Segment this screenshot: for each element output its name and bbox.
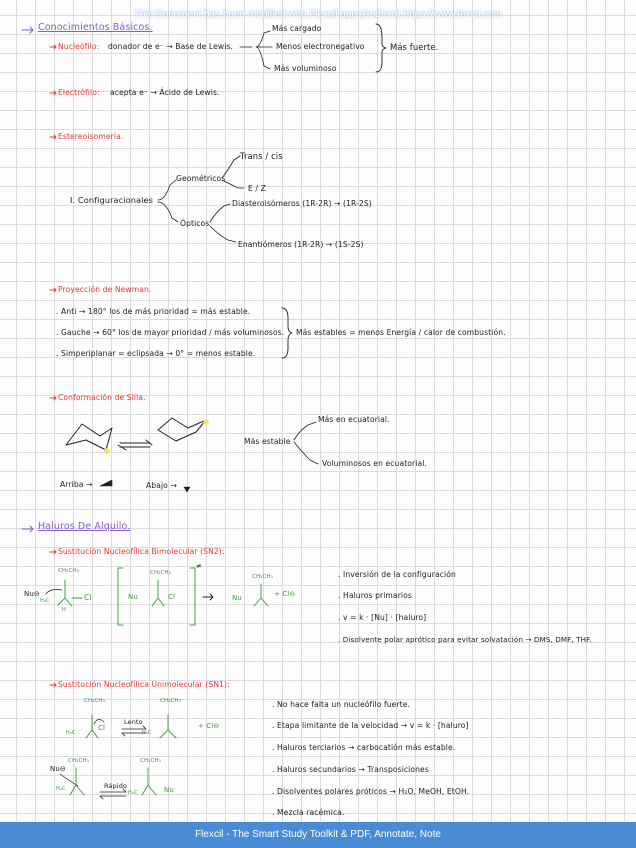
sn1-bullet-5: . Disolventes polares próticos → H₂O, MeOH, EtOH. (272, 787, 470, 796)
sn2-bullet-3: . v = k · [Nu] · [haluro] (338, 613, 427, 622)
sn2-ts-nu: Nu (128, 593, 138, 601)
section-title-haluros: Haluros De Alquilo. (38, 521, 131, 532)
sn1-carbocation-h3c: H₃C (142, 730, 152, 736)
newman-note: Más estables = menos Energía / calor de combustión. (296, 328, 506, 337)
abajo-label: Abajo → (146, 481, 177, 490)
trans-cis-label: Trans / cis (240, 151, 283, 161)
sn1-product-nu: Nu (164, 786, 174, 794)
sn1-cl: Cl (98, 724, 106, 732)
sn2-cl-leaving: + Cl⊖ (274, 590, 296, 598)
sn2-h-1: H (62, 607, 66, 613)
newman-gauche: . Gauche → 60° los de mayor prioridad / más voluminosos. (56, 328, 285, 337)
sn2-nu-product: Nu (232, 594, 242, 602)
sn2-ts-mark: ≠ (196, 562, 202, 570)
sn1-ch2ch3-3: CH₂CH₃ (68, 758, 89, 764)
sn1-ch2ch3-4: CH₂CH₃ (140, 758, 161, 764)
electrofilo-label: Electrófilo: (58, 88, 100, 97)
sn1-cl-leaving: + Cl⊖ (198, 722, 220, 730)
geometricos-label: Geométricos (176, 174, 226, 183)
sn1-h3c-1: H₃C (66, 730, 76, 736)
arriba-label: Arriba → (60, 480, 93, 489)
sn2-ts-cl: Cl (168, 593, 176, 601)
sn1-ch2ch3-1: CH₂CH₃ (84, 698, 105, 704)
mas-en-ecuatorial-label: Más en ecuatorial. (318, 415, 390, 424)
electrofilo-definition: acepta e⁻ → Ácido de Lewis. (110, 88, 220, 97)
section-title-silla: Conformación de Silla. (58, 393, 146, 402)
opticos-label: Ópticos (180, 219, 210, 228)
configuracionales-label: I. Configuracionales (70, 195, 154, 205)
sn2-ch2ch3-2: CH₂CH₃ (150, 570, 171, 576)
diasteroisomeros-label: Diasteroisómeros (1R-2R) → (1R-2S) (232, 199, 372, 208)
sn2-bullet-2: . Haluros primarios (338, 591, 412, 600)
branch-mas-voluminoso: Más voluminoso (274, 64, 337, 73)
sn1-ch2ch3-2: CH₂CH₃ (160, 698, 181, 704)
sn1-bullet-4: . Haluros secundarios → Transposiciones (272, 765, 429, 774)
bottom-app-banner[interactable]: Flexcil - The Smart Study Toolkit & PDF, Annotate, Note (0, 822, 636, 848)
sn2-h3c-1: H₃C (40, 598, 50, 604)
section-title-estereoisomeria: Estereoisomería. (58, 132, 124, 141)
sn1-bullet-3: . Haluros terciarios → carbocatión más estable. (272, 743, 456, 752)
sn1-title: Sustitución Nucleofílica Unimolecular (SN1): (58, 680, 230, 689)
mas-estable-label: Más estable (244, 437, 291, 446)
sn1-h3c-3: H₃C (128, 790, 138, 796)
sn1-bullet-1: . No hace falta un nucleófilo fuerte. (272, 700, 411, 709)
sn2-bullet-1: . Inversión de la configuración (338, 570, 456, 579)
branch-mas-cargado: Más cargado (272, 24, 322, 33)
newman-anti: . Anti → 180° los de más prioridad = más estable. (56, 307, 251, 316)
sn1-bullet-6: . Mezcla racémica. (272, 808, 345, 817)
voluminosos-ecuatorial-label: Voluminosos en ecuatorial. (322, 459, 427, 468)
sn2-title: Sustitución Nucleofílica Bimolecular (SN2): (58, 547, 225, 556)
sn2-cl-1: Cl (84, 593, 92, 602)
sn1-lento-label: Lento (124, 718, 143, 726)
section-title-newman: Proyección de Newman. (58, 285, 152, 294)
newman-sinperiplanar: . Simperiplanar = eclipsada → 0° = menos estable. (56, 349, 256, 358)
sn1-bullet-2: . Etapa limitante de la velocidad → v = k · [haluro] (272, 721, 469, 730)
top-watermark-banner: This Document has been modified with Flexcil app (Android) https://www.fexcil.com (134, 9, 502, 20)
sn2-ch2ch3-3: CH₂CH₃ (252, 574, 273, 580)
sn1-nu: Nu⊖ (50, 765, 66, 773)
sn2-nu-1: Nu⊖ (24, 590, 40, 598)
enantiomeros-label: Enantiómeros (1R-2R) → (1S-2S) (238, 240, 364, 249)
section-title-conocimientos: Conocimientos Básicos. (38, 22, 153, 33)
branch-menos-electronegativo: Menos electronegativo (276, 42, 365, 51)
ez-label: E / Z (248, 184, 266, 193)
nucleofilo-label: Nucleófilo: (58, 42, 100, 51)
nucleofilo-definition: donador de e⁻ → Base de Lewis. (108, 42, 233, 51)
sn2-ch2ch3-1: CH₂CH₃ (58, 568, 79, 574)
sn1-rapido-label: Rápido (104, 782, 127, 790)
sn2-bullet-4: . Disolvente polar aprótico para evitar solvatación → DMS, DMF, THF. (338, 635, 592, 644)
mas-fuerte-label: Más fuerte. (390, 42, 439, 52)
sn1-h3c-2: H₃C (56, 786, 66, 792)
